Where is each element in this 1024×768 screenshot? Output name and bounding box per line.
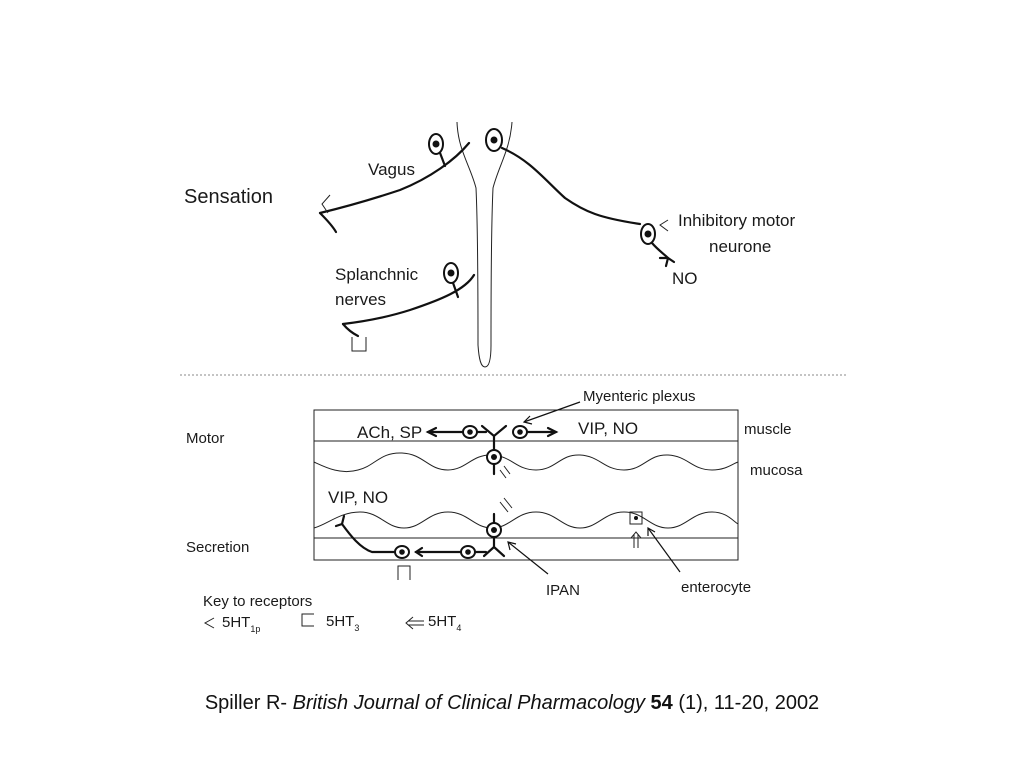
citation-volume: 54	[650, 692, 673, 714]
label-myenteric-plexus: Myenteric plexus	[583, 388, 696, 405]
citation-journal: British Journal of Clinical Pharmacology	[292, 692, 645, 714]
splanchnic-receptor-5ht3	[352, 337, 366, 351]
citation	[0, 692, 1024, 715]
label-no: NO	[672, 269, 698, 288]
label-ach-sp: ACh, SP	[357, 423, 423, 442]
label-enterocyte: enterocyte	[681, 579, 752, 596]
vip-no-neurone-nucleus	[517, 429, 523, 435]
key-5ht1p-label: $5HT_{1p}$	[222, 614, 261, 634]
splanchnic-ganglion-nucleus	[448, 270, 455, 277]
receptor-5ht1p-icon-top	[660, 220, 668, 231]
key-5ht1p-icon	[205, 618, 214, 628]
label-inhibitory-1: Inhibitory motor	[678, 211, 796, 230]
receptor-5ht4-icon-upper	[500, 466, 510, 478]
receptor-5ht4-icon-enterocyte	[631, 532, 641, 548]
label-inhibitory-2: neurone	[709, 237, 772, 256]
secretomotor-neurone-nucleus-1	[399, 549, 405, 555]
label-vip-no-muscle: VIP, NO	[578, 419, 639, 438]
label-muscle: muscle	[744, 421, 792, 438]
vagus-ending	[320, 213, 336, 232]
key-title: Key to receptors	[203, 593, 313, 610]
key-5ht3-icon	[302, 614, 314, 626]
key-5ht4-label: $5HT_4$	[428, 613, 462, 633]
submucosal-ipan-nucleus	[491, 527, 497, 533]
label-mucosa: mucosa	[750, 462, 803, 479]
vagus-ganglion-nucleus	[433, 141, 440, 148]
ipan-pointer	[508, 542, 548, 574]
label-vip-no-mucosa: VIP, NO	[328, 488, 389, 507]
enterocyte-pointer	[648, 528, 680, 572]
secretomotor-neurone-nucleus-2	[465, 549, 471, 555]
citation-author: Spiller R-	[204, 692, 293, 714]
label-splanchnic-1: Splanchnic	[335, 265, 419, 284]
key-5ht3-label: $5HT_3$	[326, 613, 360, 633]
enterocyte-nucleus	[634, 516, 638, 520]
receptor-5ht3-icon-lower	[398, 566, 410, 580]
label-secretion: Secretion	[186, 539, 250, 556]
label-vagus: Vagus	[368, 160, 415, 179]
spinal-cord	[457, 122, 512, 367]
key-5ht4-icon	[406, 617, 424, 629]
inhibitory-terminal-fork	[660, 258, 674, 266]
myenteric-ipan-branches	[482, 426, 506, 450]
label-sensation: Sensation	[184, 186, 273, 208]
efferent-vagus-nerve	[502, 148, 640, 224]
mucosa-villi-lower	[314, 512, 738, 528]
splanchnic-ending	[343, 324, 358, 336]
inhibitory-axon	[652, 243, 668, 258]
ach-sp-neurone-nucleus	[467, 429, 473, 435]
label-motor: Motor	[186, 430, 225, 447]
label-ipan: IPAN	[546, 582, 580, 599]
submucosal-ipan-branches	[484, 537, 504, 556]
brainstem-motor-nucleus	[491, 137, 498, 144]
receptor-5ht4-icon-lower	[500, 498, 512, 512]
myenteric-ipan-nucleus	[491, 454, 497, 460]
label-splanchnic-2: nerves	[335, 290, 387, 309]
mucosa-villi-upper	[314, 453, 738, 472]
inhibitory-motor-neurone-nucleus	[645, 231, 652, 238]
citation-details: (1), 11-20, 2002	[672, 692, 820, 714]
myenteric-pointer	[524, 402, 580, 422]
